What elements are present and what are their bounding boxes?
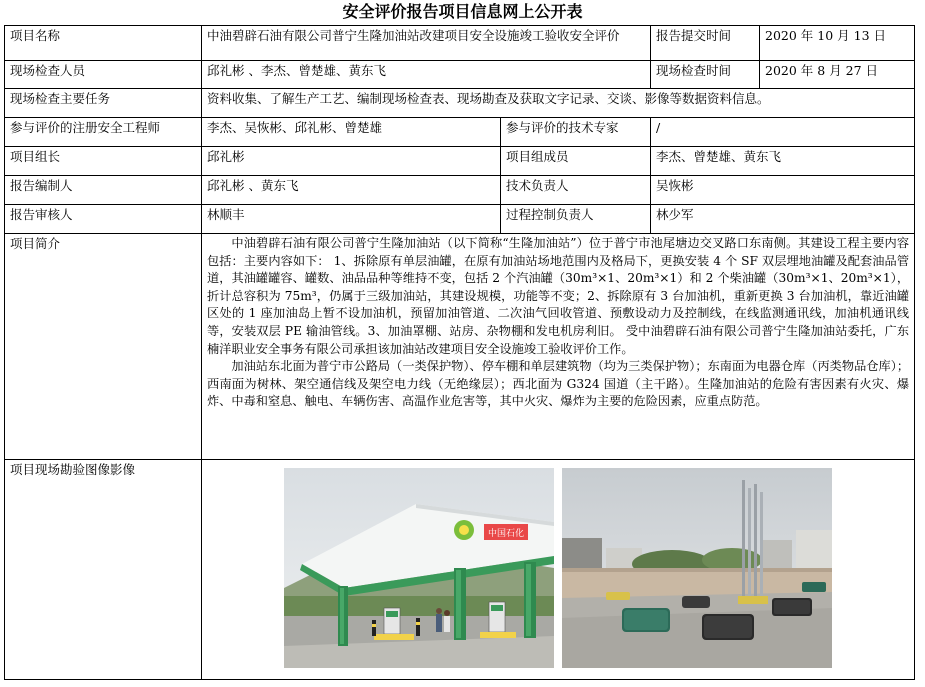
- intro-paragraph: 中油碧辟石油有限公司普宁生隆加油站（以下简称“生隆加油站”）位于普宁市池尾塘边交叉路口东南侧。其建设工程主要内容包括：主要内容如下： 1、拆除原有单层油罐，在原有加油站场地范围内及格局下，更换安装 4 个 SF 双层埋地油罐及配套油品管道，其油罐罐容、罐数、油品品种等维持不变，包括 2 个汽油罐（30m³×1、20m³×1）和 2 个柴油罐（30m³×1、20m³×1），折计总容积为 75m³，仍属于三级加油站，其建设规模，功能等不变；2、拆除原有 3 台加油机，重新更换 3 台加油机，靠近油罐区处的 1 座加油岛上暂不设加油机，预留加油管道、二次油气回收管道、预敷设动力及控制线，在线监测通讯线，加油机通讯线等，安装双层 PE 输油管线。3、加油罩棚、站房、杂物棚和发电机房利旧。 受中油碧辟石油有限公司普宁生隆加油站委托，广东楠洋职业安全事务有限公司承担该加油站改建项目安全设施竣工验收评价工作。: [207, 236, 910, 356]
- members-label: 项目组成员: [501, 147, 651, 176]
- tech-lead-value: 吴恢彬: [651, 176, 915, 205]
- process-lead-label: 过程控制负责人: [501, 205, 651, 234]
- images-cell: [202, 460, 915, 680]
- reviewer-value: 林顺丰: [202, 205, 501, 234]
- inspectors-label: 现场检查人员: [5, 61, 202, 89]
- tank-area-photo: [562, 468, 832, 668]
- canopy-sign-text: 中国石化: [487, 529, 525, 539]
- row-compiler: [5, 176, 915, 205]
- row-images: [5, 460, 915, 680]
- gas-station-photo: [284, 468, 554, 668]
- tech-lead-label: 技术负责人: [501, 176, 651, 205]
- compiler-label: 报告编制人: [5, 176, 202, 205]
- intro-text: [202, 234, 915, 460]
- engineers-value: 李杰、吴恢彬、邱礼彬、曾楚雄: [202, 118, 501, 147]
- images-label: 项目现场勘验图像影像: [5, 460, 202, 680]
- experts-value: /: [651, 118, 915, 147]
- intro-label: 项目简介: [5, 234, 202, 460]
- members-value: 李杰、曾楚雄、黄东飞: [651, 147, 915, 176]
- inspectors-value: 邱礼彬 、李杰、曾楚雄、黄东飞: [202, 61, 651, 89]
- gas-station-illustration: [284, 468, 554, 668]
- compiler-value: 邱礼彬 、黄东飞: [202, 176, 501, 205]
- submit-time-label: 报告提交时间: [651, 26, 760, 61]
- row-engineers: [5, 118, 915, 147]
- document-title: 安全评价报告项目信息网上公开表: [342, 2, 583, 21]
- leader-label: 项目组长: [5, 147, 202, 176]
- row-leader: [5, 147, 915, 176]
- inspect-time-label: 现场检查时间: [651, 61, 760, 89]
- row-reviewer: [5, 205, 915, 234]
- info-table: [4, 25, 915, 680]
- reviewer-label: 报告审核人: [5, 205, 202, 234]
- row-project-name: [5, 26, 915, 61]
- inspect-time-value: 2020 年 8 月 27 日: [760, 61, 915, 89]
- photo-strip: [202, 460, 914, 668]
- project-name-value: 中油碧辟石油有限公司普宁生隆加油站改建项目安全设施竣工验收安全评价: [202, 26, 651, 61]
- tank-area-illustration: [562, 468, 832, 668]
- leader-value: 邱礼彬: [202, 147, 501, 176]
- experts-label: 参与评价的技术专家: [501, 118, 651, 147]
- row-intro: [5, 234, 915, 460]
- engineers-label: 参与评价的注册安全工程师: [5, 118, 202, 147]
- tasks-value: 资料收集、了解生产工艺、编制现场检查表、现场勘查及获取文字记录、交谈、影像等数据资料信息。: [202, 89, 915, 118]
- process-lead-value: 林少军: [651, 205, 915, 234]
- project-name-label: 项目名称: [5, 26, 202, 61]
- row-tasks: [5, 89, 915, 118]
- tasks-label: 现场检查主要任务: [5, 89, 202, 118]
- submit-time-value: 2020 年 10 月 13 日: [760, 26, 915, 61]
- intro-paragraph: 加油站东北面为普宁市公路局（一类保护物）、停车棚和单层建筑物（均为三类保护物）；东南面为电器仓库（丙类物品仓库）；西南面为树林、架空通信线及架空电力线（无绝缘层）；西北面为 G324 国道（主干路）。生隆加油站的危险有害因素有火灾、爆炸、中毒和窒息、触电、车辆伤害、高温作业危害等，其中火灾、爆炸为主要的危险因素，应重点防范。: [207, 359, 910, 409]
- row-inspectors: [5, 61, 915, 89]
